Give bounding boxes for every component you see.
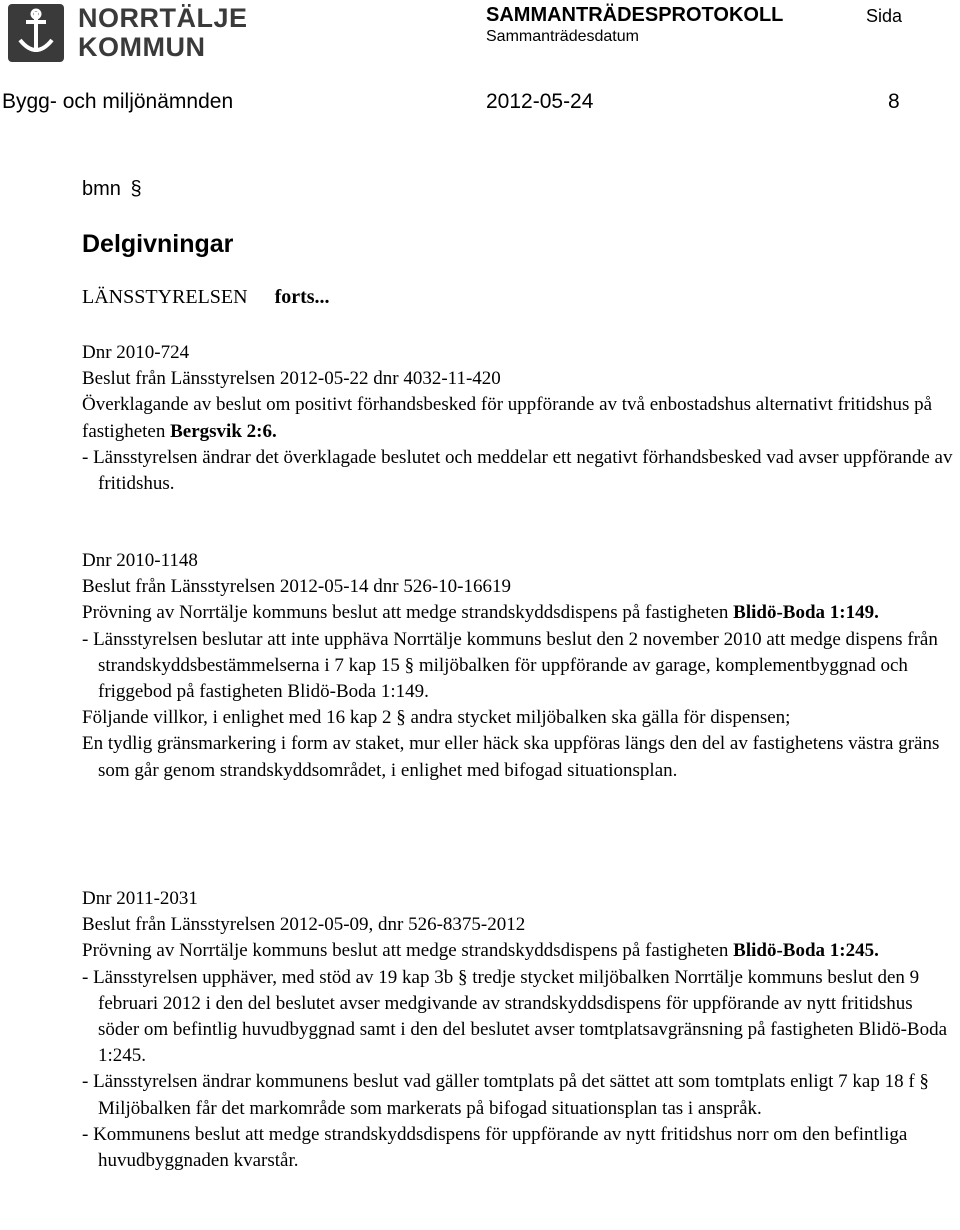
section-sign-icon: § — [457, 966, 468, 988]
outcome-text-b: miljöbalken för uppförande av garage, komplementbyggnad och friggebod på fastigheten Blidö-Boda 1:149. — [98, 654, 908, 703]
case-number: Dnr 2010-724 — [82, 342, 190, 363]
decision-outcome — [82, 627, 958, 706]
logo-line-2: KOMMUN — [78, 32, 206, 62]
outcome-text-b: Miljöbalken får det markområde som markerats på bifogad situationsplan tas i anspråk. — [98, 1097, 762, 1119]
decision-outcome-2 — [82, 1069, 958, 1121]
logo-wordmark — [78, 4, 248, 62]
outcome-text-a: - Länsstyrelsen beslutar att inte upphäva Norrtälje kommuns beslut den 2 november 2010 att medge dispens från strandskyddsbestämmelserna i 7 kap 15 — [82, 628, 938, 676]
bmn-label: bmn — [82, 178, 121, 200]
decision-section-2 — [82, 548, 958, 784]
document-title: SAMMANTRÄDESPROTOKOLL — [486, 4, 784, 26]
description-text: Överklagande av beslut om positivt förhandsbesked för uppförande av två enbostadshus alternativt fritidshus på fastigheten — [82, 394, 933, 442]
decision-outcome-1 — [82, 965, 958, 1070]
committee-name: Bygg- och miljönämnden — [2, 90, 234, 113]
property-name: Bergsvik 2:6. — [170, 420, 277, 442]
decision-description — [82, 392, 958, 444]
decision-section-3 — [82, 886, 958, 1174]
decision-section-1 — [82, 340, 958, 497]
outcome-text-a: - Länsstyrelsen ändrar kommunens beslut vad gäller tomtplats på det sättet att som tomtplats enligt 7 kap 18 f — [82, 1071, 915, 1093]
condition-text: En tydlig gränsmarkering i form av staket, mur eller häck ska uppföras längs den del av fastighetens västra gräns som går genom strandskyddsområdet, i enlighet med bifogad situationsplan. — [82, 733, 940, 781]
meeting-date: 2012-05-24 — [486, 90, 594, 113]
meeting-date-label: Sammanträdesdatum — [486, 28, 639, 45]
page-number: 8 — [888, 90, 900, 113]
page-label: Sida — [866, 6, 903, 26]
decision-description — [82, 938, 958, 964]
case-number: Dnr 2010-1148 — [82, 550, 198, 571]
section-sign-icon: § — [404, 654, 415, 676]
conditions-intro — [82, 705, 958, 731]
section-sign-icon: § — [919, 1071, 929, 1093]
conditions-text-a: Följande villkor, i enlighet med 16 kap 2 — [82, 707, 392, 729]
authority-subheading — [82, 286, 330, 309]
decision-reference: Beslut från Länsstyrelsen 2012-05-14 dnr 526-10-16619 — [82, 576, 512, 598]
decision-outcome-3: - Kommunens beslut att medge strandskyddsdispens för uppförande av nytt fritidshus norr om den befintliga huvudbyggnaden kvarstår. — [82, 1123, 908, 1172]
outcome-text-b: tredje stycket miljöbalken Norrtälje kommuns beslut den 9 februari 2012 i den del beslutet avser medgivande av strandskyddsdispens för uppförande av nytt fritidshus söder om befintlig huvudbyggnad samt i den del beslutet avser tomtplatsavgränsning på fastigheten Blidö-Boda 1:245. — [98, 966, 948, 1067]
decision-reference: Beslut från Länsstyrelsen 2012-05-22 dnr 4032-11-420 — [82, 368, 501, 390]
property-name: Blidö-Boda 1:245. — [733, 940, 879, 962]
section-sign-icon: § — [396, 707, 406, 729]
property-name: Blidö-Boda 1:149. — [733, 602, 879, 624]
authority-name: LÄNSSTYRELSEN — [82, 286, 248, 308]
municipality-logo — [6, 2, 66, 66]
description-text: Prövning av Norrtälje kommuns beslut att medge strandskyddsdispens på fastigheten — [82, 602, 734, 624]
decision-description — [82, 600, 958, 626]
bmn-paragraph — [82, 178, 142, 201]
section-sign-icon: § — [130, 178, 142, 200]
section-heading: Delgivningar — [82, 230, 234, 258]
decision-reference: Beslut från Länsstyrelsen 2012-05-09, dnr 526-8375-2012 — [82, 914, 526, 936]
decision-outcome: - Länsstyrelsen ändrar det överklagade beslutet och meddelar ett negativt förhandsbesked vad avser uppförande av fritidshus. — [82, 446, 953, 495]
description-text: Prövning av Norrtälje kommuns beslut att medge strandskyddsdispens på fastigheten — [82, 940, 734, 962]
case-number: Dnr 2011-2031 — [82, 888, 198, 909]
logo-line-1: NORRTÄLJE — [78, 3, 248, 33]
conditions-text-b: andra stycket miljöbalken ska gälla för dispensen; — [410, 707, 791, 729]
outcome-text-a: - Länsstyrelsen upphäver, med stöd av 19 kap 3b — [82, 966, 454, 988]
continued-label: forts... — [274, 286, 330, 308]
